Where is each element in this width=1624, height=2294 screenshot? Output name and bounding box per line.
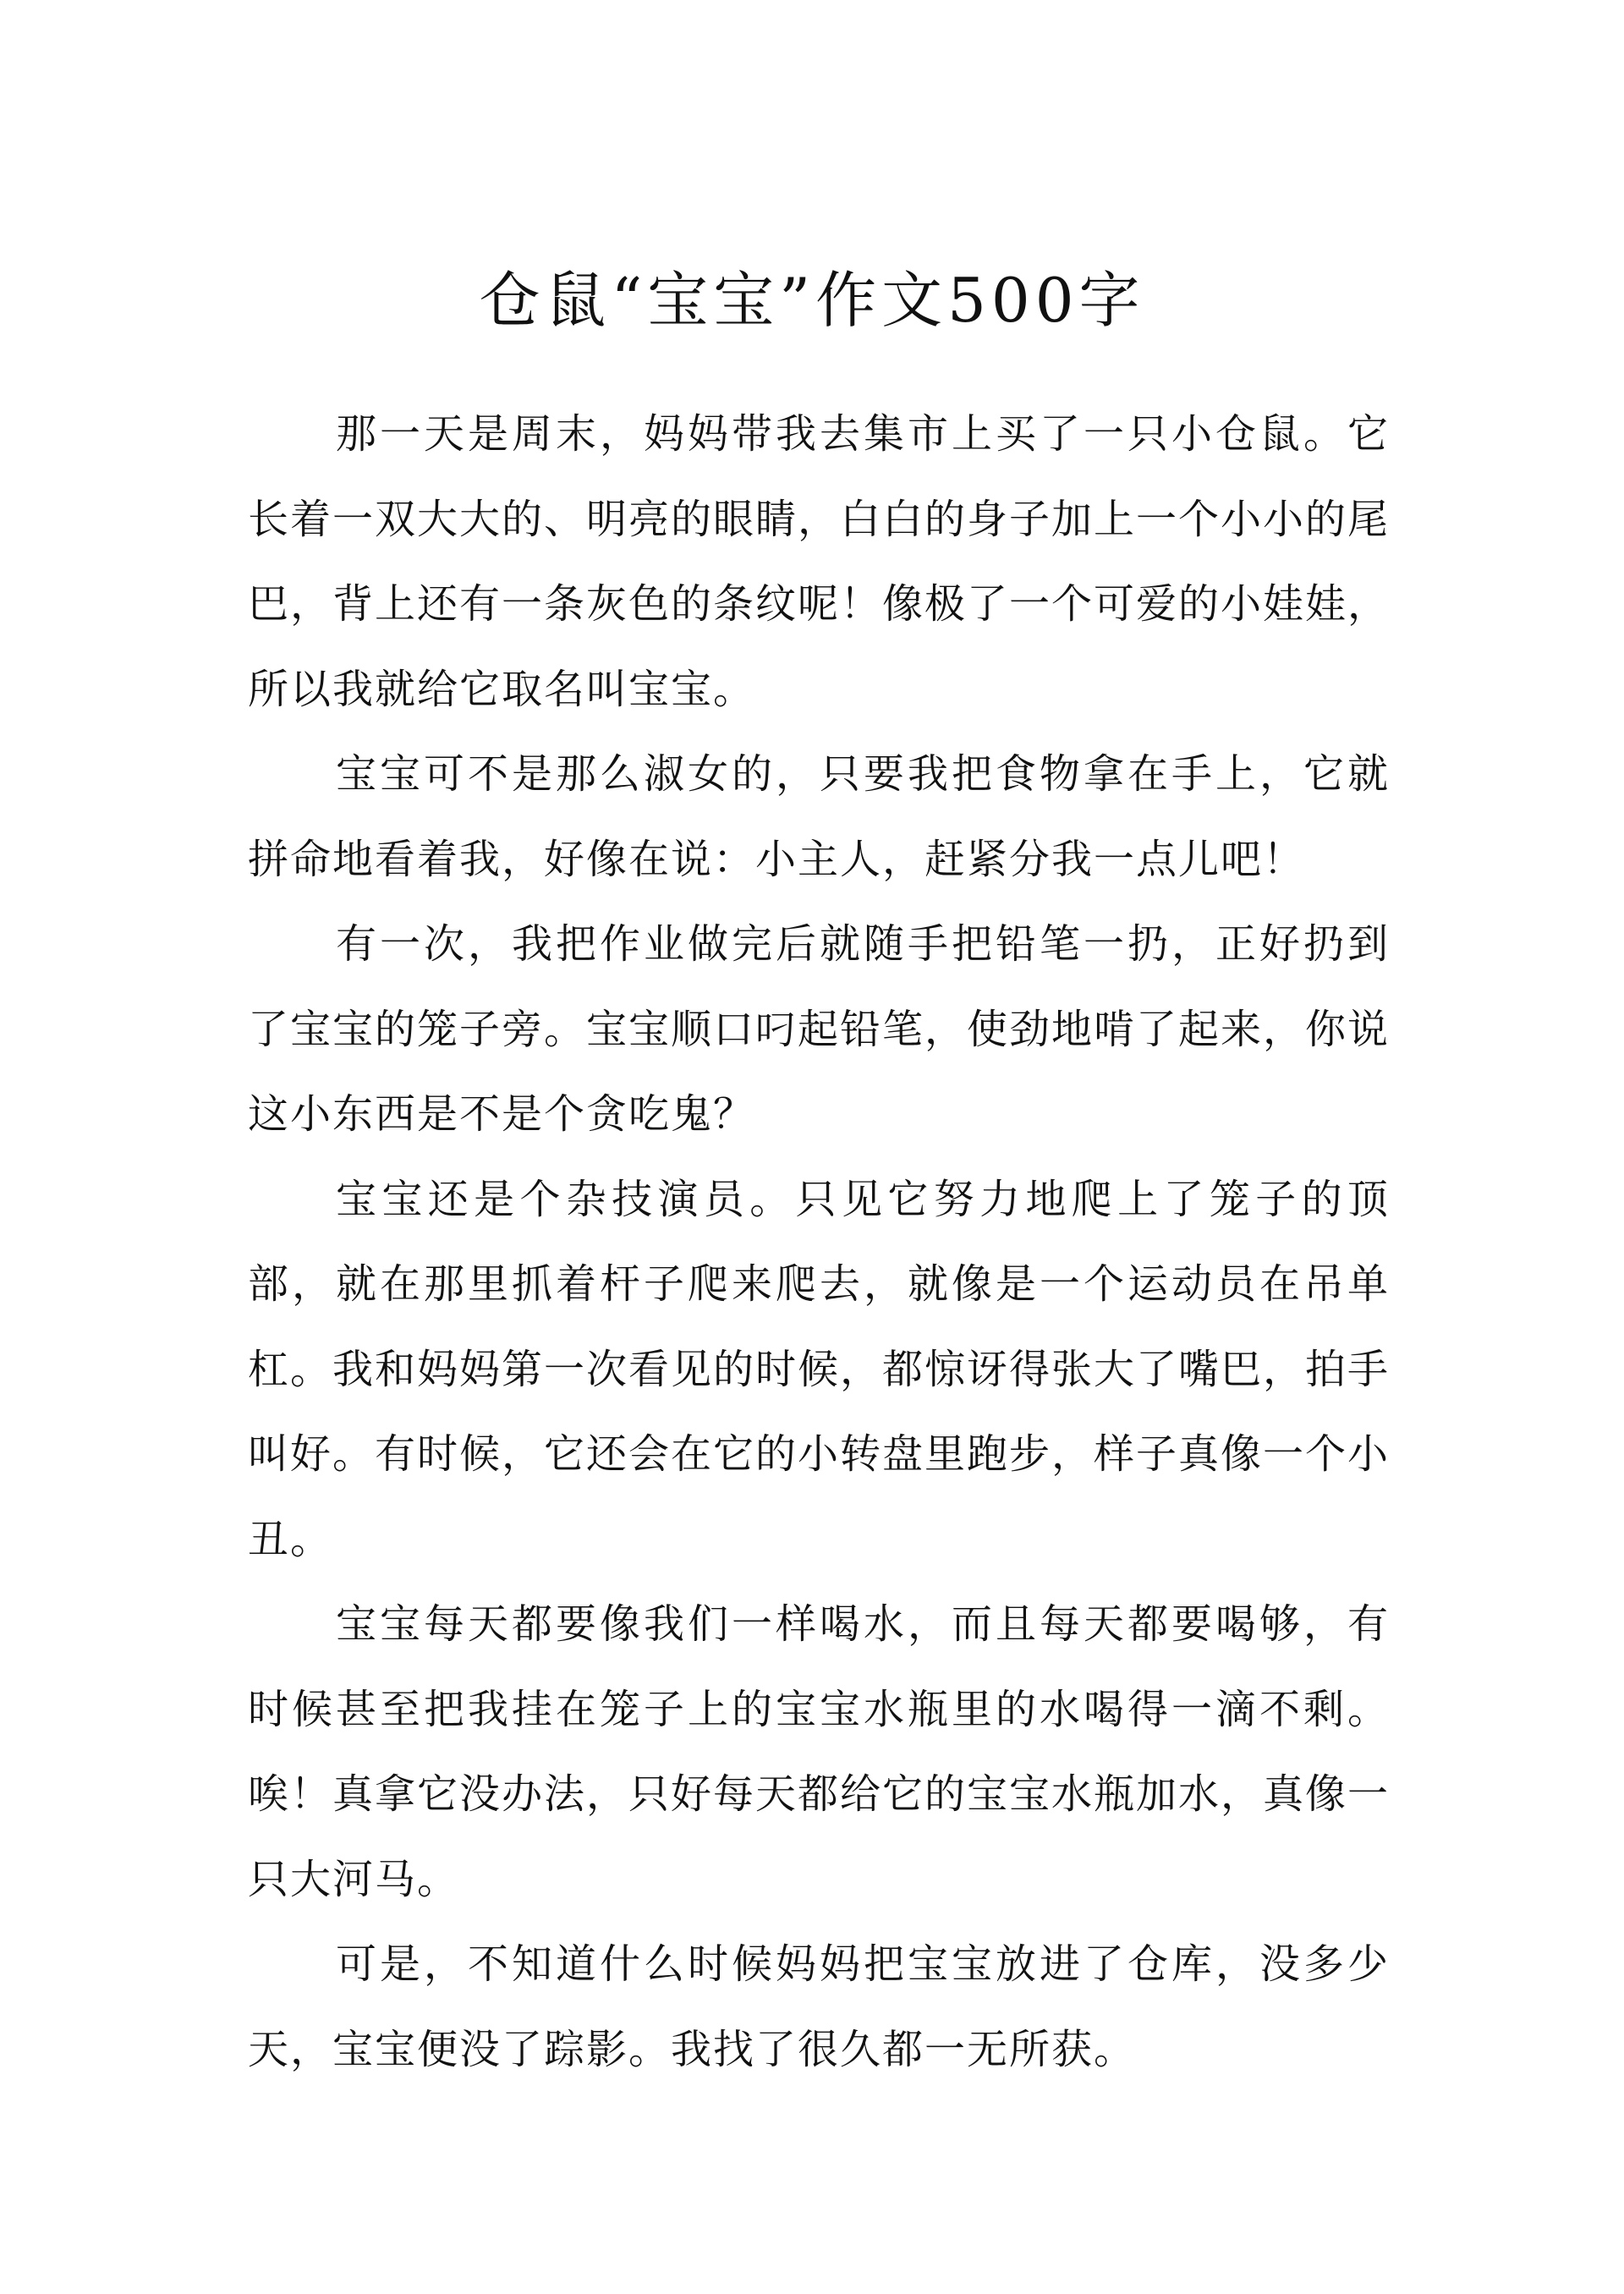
paragraph-6: 可是，不知道什么时候妈妈把宝宝放进了仓库，没多少天，宝宝便没了踪影。我找了很久都一无所获。 bbox=[248, 1940, 1390, 2073]
paragraph-4: 宝宝还是个杂技演员。只见它努力地爬上了笼子的顶部，就在那里抓着杆子爬来爬去，就像是一个运动员在吊单杠。我和妈妈第一次看见的时候，都惊讶得张大了嘴巴，拍手叫好。有时候，它还会在它的小转盘里跑步，样子真像一个小丑。 bbox=[248, 1175, 1391, 1563]
paragraph-5: 宝宝每天都要像我们一样喝水，而且每天都要喝够，有时候甚至把我挂在笼子上的宝宝水瓶里的水喝得一滴不剩。唉！真拿它没办法，只好每天都给它的宝宝水瓶加水，真像一只大河马。 bbox=[248, 1600, 1391, 1903]
paragraph-1: 那一天是周末，妈妈带我去集市上买了一只小仓鼠。它长着一双大大的、明亮的眼睛，白白的身子加上一个小小的尾巴，背上还有一条灰色的条纹呢！像极了一个可爱的小娃娃，所以我就给它取名叫宝宝。 bbox=[248, 410, 1391, 713]
document-body bbox=[248, 392, 1390, 2092]
paragraph-3: 有一次，我把作业做完后就随手把铅笔一扔，正好扔到了宝宝的笼子旁。宝宝顺口叼起铅笔，使劲地啃了起来，你说这小东西是不是个贪吃鬼？ bbox=[248, 920, 1391, 1138]
document-title: 仓鼠“宝宝”作文500字 bbox=[479, 265, 1145, 336]
paragraph-2: 宝宝可不是那么淑女的，只要我把食物拿在手上，它就拼命地看着我，好像在说：小主人，赶紧分我一点儿吧！ bbox=[248, 750, 1390, 883]
